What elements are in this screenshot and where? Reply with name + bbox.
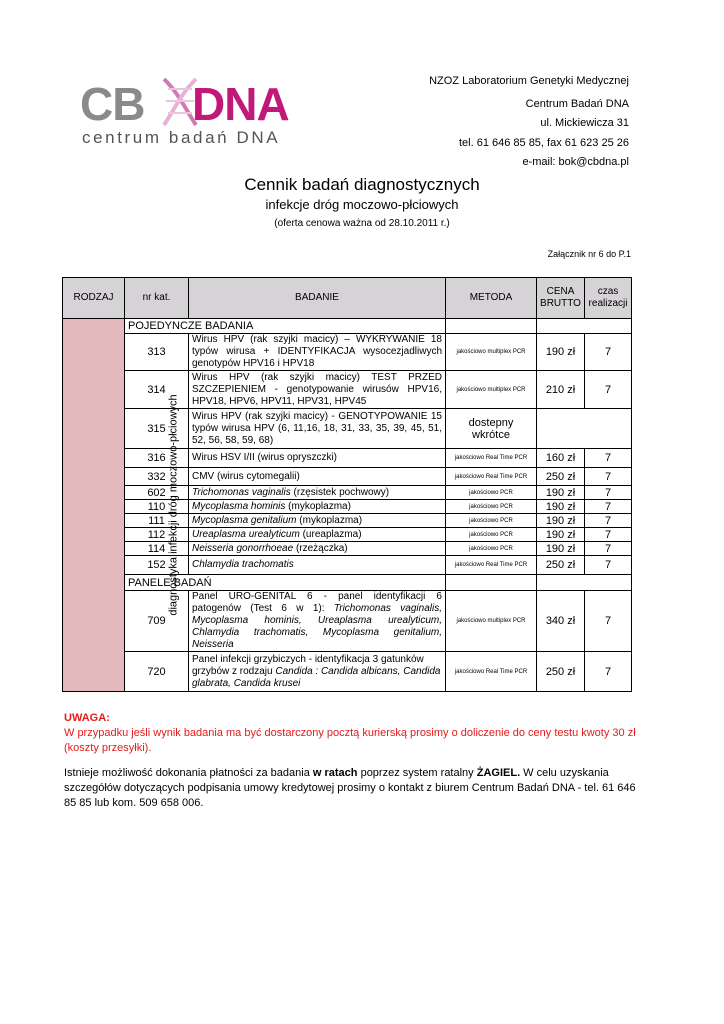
address-block	[429, 72, 629, 173]
category-label: diagnostyka infekcji dróg moczowo-płciowych	[167, 393, 180, 616]
validity-note: (oferta cenowa ważna od 28.10.2011 r.)	[274, 218, 450, 229]
section-panels: PANELE BADAŃ	[125, 575, 446, 591]
header-cena: CENA BRUTTO	[537, 278, 585, 319]
table-row: 111 Mycoplasma genitalium (mykoplazma) jakościowo PCR 190 zł 7	[63, 514, 632, 528]
table-row: 720 Panel infekcji grzybiczych - identyfikacja 3 gatunków grzybów z rodzaju Candida : Candida albicans, Candida glabrata, Candida krusei jakościowo Real Time PCR 250 zł 7	[63, 652, 632, 692]
street: ul. Mickiewicza 31	[540, 117, 629, 129]
page-subtitle: infekcje dróg moczowo-płciowych	[265, 197, 459, 212]
table-row: 152 Chlamydia trachomatis jakościowo Real Time PCR 250 zł 7	[63, 556, 632, 575]
table-header	[63, 278, 632, 319]
header-czas: czas realizacji	[585, 278, 632, 319]
table-row: 316 Wirus HSV I/II (wirus opryszczki) jakościowo Real Time PCR 160 zł 7	[63, 449, 632, 468]
table-row: 314 Wirus HPV (rak szyjki macicy) TEST PRZED SZCZEPIENIEM - genotypowanie wirusów HPV16, HPV18, HPV6, HPV11, HPV31, HPV45 jakościowo multiplex PCR 210 zł 7	[63, 371, 632, 409]
table-row: 602 Trichomonas vaginalis (rzęsistek pochwowy) jakościowo PCR 190 zł 7	[63, 486, 632, 500]
shipping-note	[64, 711, 639, 756]
table-row: 114 Neisseria gonorrhoeae (rzeżączka) jakościowo PCR 190 zł 7	[63, 542, 632, 556]
table-row: 313 Wirus HPV (rak szyjki macicy) – WYKRYWANIE 18 typów wirusa + IDENTYFIKACJA wysocezjadliwych genotypów HPV16 i HPV18 jakościowo multiplex PCR 190 zł 7	[63, 334, 632, 371]
table-row: 332 CMV (wirus cytomegalii) jakościowo Real Time PCR 250 zł 7	[63, 468, 632, 486]
table-row: 315 Wirus HPV (rak szyjki macicy) - GENOTYPOWANIE 15 typów wirusa HPV (6, 11,16, 18, 31, 33, 35, 39, 45, 51, 52, 56, 58, 59, 68) dostepny wkrótce	[63, 409, 632, 449]
phone: tel. 61 646 85 85, fax 61 623 25 26	[458, 136, 629, 149]
title-block	[0, 175, 724, 229]
section-single: POJEDYNCZE BADANIA	[125, 319, 446, 334]
price-table	[62, 277, 632, 692]
header-metoda: METODA	[446, 278, 537, 319]
center-name: Centrum Badań DNA	[525, 97, 629, 110]
table-row: 709 Panel URO-GENITAL 6 - panel identyfikacji 6 patogenów (Test 6 w 1): Trichomonas vaginalis, Mycoplasma hominis, Ureaplasma urealyticum, Chlamydia trachomatis, Mycoplasma genitalium, Neisseria jakościowo multiplex PCR 340 zł 7	[63, 591, 632, 652]
annex-label: Załącznik nr 6 do P.1	[547, 249, 631, 259]
table-row: 112 Ureaplasma urealyticum (ureaplazma) jakościowo PCR 190 zł 7	[63, 528, 632, 542]
page-title: Cennik badań diagnostycznych	[244, 175, 480, 194]
note-heading: UWAGA:	[64, 712, 110, 724]
logo-cb: CB	[80, 78, 145, 130]
logo-dna: DNA	[192, 78, 289, 130]
header-badanie: BADANIE	[189, 278, 446, 319]
lab-name: NZOZ Laboratorium Genetyki Medycznej	[429, 75, 629, 87]
table-row: 110 Mycoplasma hominis (mykoplazma) jakościowo PCR 190 zł 7	[63, 500, 632, 514]
header-rodzaj: RODZAJ	[63, 278, 125, 319]
header-nr: nr kat.	[125, 278, 189, 319]
logo-tagline: centrum badań DNA	[82, 128, 281, 147]
email: e-mail: bok@cbdna.pl	[522, 156, 629, 168]
logo	[80, 75, 295, 150]
installments-note: Istnieje możliwość dokonania płatności za badania w ratach poprzez system ratalny ŻAGIEL. W celu uzyskania szczegółów dotyczących podpisania umowy kredytowej prosimy o kontakt z biurem Centrum Badań DNA - tel. 61 646 85 85 lub kom. 509 658 006.	[64, 767, 636, 809]
note-text: W przypadku jeśli wynik badania ma być dostarczony pocztą kurierską prosimy o doliczenie do ceny testu kwoty 30 zł (koszty przesyłki).	[64, 727, 636, 754]
